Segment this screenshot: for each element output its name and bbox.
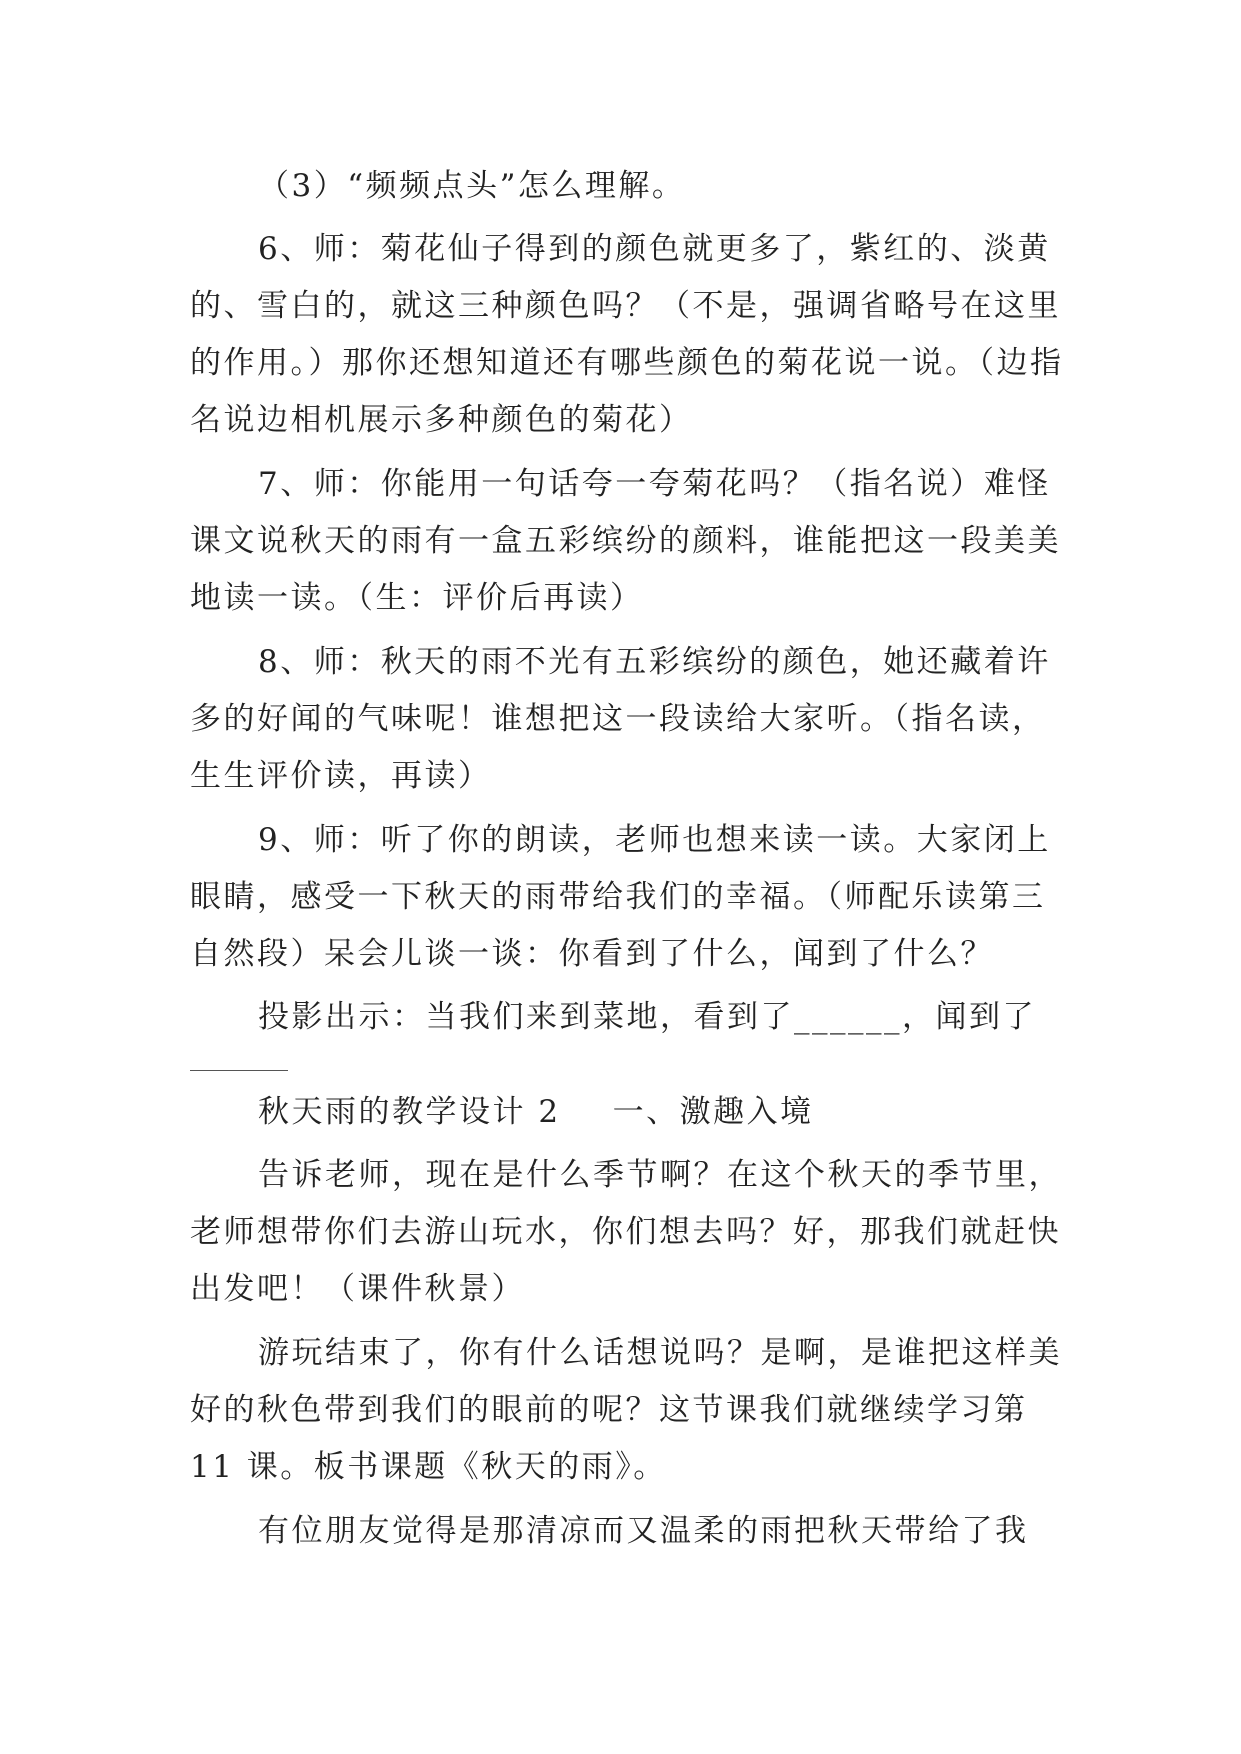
paragraph-line: 投影出示：当我们来到菜地，看到了______，闻到了: [258, 999, 1036, 1035]
paragraph-line: 9、师：听了你的朗读，老师也想来读一读。大家闭上: [258, 822, 1051, 858]
paragraph-line: 多的好闻的气味呢！谁想把这一段读给大家听。（指名读，: [190, 701, 1046, 737]
paragraph-line: 7、师：你能用一句话夸一夸菊花吗？（指名说）难怪: [258, 466, 1051, 502]
paragraph-line: 8、师：秋天的雨不光有五彩缤纷的颜色，她还藏着许: [258, 644, 1051, 680]
paragraph-line: 游玩结束了，你有什么话想说吗？是啊，是谁把这样美: [258, 1335, 1062, 1371]
heading-section: 一、激趣入境: [612, 1094, 814, 1130]
paragraph-line: 老师想带你们去游山玩水，你们想去吗？好，那我们就赶快: [190, 1214, 1061, 1250]
section-heading: [258, 1092, 1138, 1132]
paragraph-line: 有位朋友觉得是那清凉而又温柔的雨把秋天带给了我: [258, 1513, 1029, 1549]
paragraph-line: 的、雪白的，就这三种颜色吗？（不是，强调省略号在这里: [190, 288, 1061, 324]
paragraph-line: 的作用。）那你还想知道还有哪些颜色的菊花说一说。（边指: [190, 345, 1064, 381]
paragraph-line: 好的秋色带到我们的眼前的呢？这节课我们就继续学习第: [190, 1392, 1028, 1428]
paragraph-line: 课文说秋天的雨有一盒五彩缤纷的颜料，谁能把这一段美美: [190, 523, 1061, 559]
paragraph-line: 出发吧！（课件秋景）: [190, 1271, 525, 1307]
heading-title: 秋天雨的教学设计 2: [258, 1094, 561, 1130]
paragraph-line: 告诉老师，现在是什么季节啊？在这个秋天的季节里，: [258, 1157, 1062, 1193]
text-line: （3）“频频点头”怎么理解。: [258, 168, 686, 204]
fill-blank-underline: [190, 1070, 288, 1071]
paragraph-line: 名说边相机展示多种颜色的菊花）: [190, 402, 693, 438]
paragraph-line: 眼睛，感受一下秋天的雨带给我们的幸福。（师配乐读第三: [190, 879, 1046, 915]
paragraph-line: 6、师：菊花仙子得到的颜色就更多了，紫红的、淡黄: [258, 231, 1051, 267]
paragraph-line: 地读一读。（生：评价后再读）: [190, 580, 644, 616]
paragraph-line: 11 课。板书课题《秋天的雨》。: [190, 1449, 667, 1485]
paragraph-line: 生生评价读，再读）: [190, 758, 492, 794]
paragraph-line: 自然段）呆会儿谈一谈：你看到了什么，闻到了什么？: [190, 936, 994, 972]
